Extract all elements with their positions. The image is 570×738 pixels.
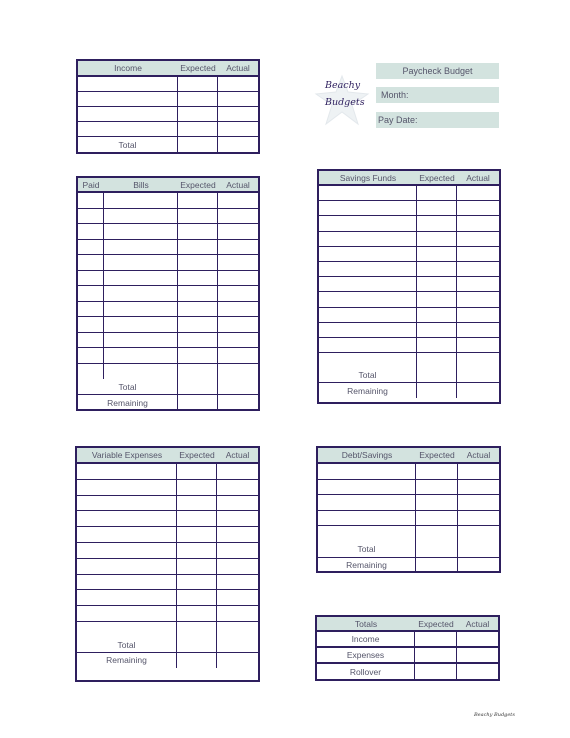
actual-cell[interactable] <box>457 383 499 398</box>
actual-cell[interactable] <box>218 317 258 332</box>
table-row <box>78 286 258 302</box>
table-row <box>319 323 499 338</box>
item-cell[interactable] <box>319 262 417 276</box>
item-cell[interactable] <box>319 323 417 337</box>
variable-total-row <box>77 638 258 653</box>
item-cell[interactable] <box>104 348 178 363</box>
expected-cell[interactable] <box>177 543 217 558</box>
item-cell[interactable] <box>319 247 417 261</box>
debt-remaining-row <box>318 558 499 573</box>
actual-cell[interactable] <box>218 107 258 121</box>
item-cell[interactable] <box>104 364 178 380</box>
table-row <box>78 224 258 240</box>
actual-cell[interactable] <box>457 186 499 200</box>
table-row <box>77 606 258 622</box>
actual-cell[interactable] <box>457 323 499 337</box>
totals-income-row <box>317 632 498 648</box>
expected-cell[interactable] <box>178 122 218 136</box>
actual-cell[interactable] <box>457 664 498 679</box>
actual-cell[interactable] <box>457 368 499 382</box>
month-label: Month: <box>381 90 409 100</box>
actual-cell[interactable] <box>457 632 498 646</box>
actual-cell[interactable] <box>458 542 499 557</box>
table-row <box>319 186 499 201</box>
table-row <box>318 464 499 480</box>
actual-cell[interactable] <box>457 353 499 368</box>
actual-cell[interactable] <box>218 240 258 255</box>
table-row <box>78 107 258 122</box>
item-cell[interactable] <box>78 348 104 363</box>
table-row <box>78 302 258 318</box>
table-row <box>77 527 258 543</box>
expected-cell[interactable] <box>417 338 457 352</box>
expected-cell[interactable] <box>178 137 218 152</box>
item-cell[interactable] <box>77 622 177 638</box>
income-source-cell[interactable] <box>78 92 178 106</box>
bills-header-row <box>78 178 258 193</box>
table-row <box>77 575 258 591</box>
item-cell[interactable] <box>78 317 104 332</box>
item-cell[interactable] <box>77 464 177 479</box>
item-cell[interactable] <box>104 255 178 270</box>
expected-cell[interactable] <box>177 480 217 495</box>
savings-total-label: Total <box>319 368 417 382</box>
savings-actual-header: Actual <box>466 172 490 183</box>
actual-cell[interactable] <box>458 526 499 542</box>
actual-cell[interactable] <box>217 543 258 558</box>
actual-cell[interactable] <box>217 590 258 605</box>
expected-cell[interactable] <box>178 209 218 224</box>
income-source-cell[interactable] <box>78 77 178 91</box>
table-row <box>319 216 499 231</box>
expected-cell[interactable] <box>417 201 457 215</box>
expected-cell[interactable] <box>177 527 217 542</box>
variable-actual-header: Actual <box>225 450 250 460</box>
actual-cell[interactable] <box>217 606 258 621</box>
expected-cell[interactable] <box>417 232 457 246</box>
item-cell[interactable] <box>319 216 417 230</box>
expected-cell[interactable] <box>178 92 218 106</box>
actual-cell[interactable] <box>217 622 258 638</box>
income-total-row <box>78 137 258 152</box>
savings-remaining-row <box>319 383 499 398</box>
expected-cell[interactable] <box>415 664 457 679</box>
actual-cell[interactable] <box>457 216 499 230</box>
variable-total-label: Total <box>77 638 177 652</box>
expected-cell[interactable] <box>417 277 457 291</box>
item-cell[interactable] <box>78 333 104 348</box>
totals-expenses-label: Expenses <box>317 648 415 662</box>
expected-cell[interactable] <box>417 368 457 382</box>
bills-total-label: Total <box>78 379 178 394</box>
income-table <box>76 59 260 154</box>
item-cell[interactable] <box>104 286 178 301</box>
expected-cell[interactable] <box>178 379 218 394</box>
bills-title: Bills <box>133 179 149 190</box>
actual-cell[interactable] <box>218 286 258 301</box>
bills-remaining-row <box>78 395 258 410</box>
actual-cell[interactable] <box>217 527 258 542</box>
income-title: Income <box>114 63 142 73</box>
page-title <box>376 63 499 79</box>
item-cell[interactable] <box>77 511 177 526</box>
item-cell[interactable] <box>318 495 416 510</box>
item-cell[interactable] <box>77 527 177 542</box>
expected-cell[interactable] <box>417 308 457 322</box>
item-cell[interactable] <box>319 232 417 246</box>
actual-cell[interactable] <box>458 558 499 573</box>
actual-cell[interactable] <box>218 379 258 394</box>
expected-cell[interactable] <box>177 511 217 526</box>
table-row <box>319 338 499 353</box>
actual-cell[interactable] <box>457 648 498 662</box>
item-cell[interactable] <box>319 308 417 322</box>
item-cell[interactable] <box>104 193 178 208</box>
table-row <box>78 122 258 137</box>
item-cell[interactable] <box>104 317 178 332</box>
expected-cell[interactable] <box>178 348 218 363</box>
pay-date-label: Pay Date: <box>378 115 418 125</box>
income-source-cell[interactable] <box>78 122 178 136</box>
item-cell[interactable] <box>319 338 417 352</box>
page-title-text: Paycheck Budget <box>402 66 473 76</box>
item-cell[interactable] <box>77 480 177 495</box>
debt-actual-header: Actual <box>466 450 491 460</box>
actual-cell[interactable] <box>217 638 258 652</box>
item-cell[interactable] <box>319 201 417 215</box>
actual-cell[interactable] <box>457 232 499 246</box>
totals-expected-header: Expected <box>418 618 454 629</box>
actual-cell[interactable] <box>217 496 258 511</box>
table-row <box>78 209 258 225</box>
actual-cell[interactable] <box>218 348 258 363</box>
table-row <box>77 559 258 575</box>
income-header-row <box>78 61 258 77</box>
bills-paid-header: Paid <box>82 179 100 190</box>
expected-cell[interactable] <box>417 353 457 368</box>
actual-cell[interactable] <box>458 480 499 495</box>
table-row <box>78 92 258 107</box>
month-field[interactable] <box>376 87 499 103</box>
actual-cell[interactable] <box>218 92 258 106</box>
expected-cell[interactable] <box>417 216 457 230</box>
bills-table <box>76 176 260 411</box>
expected-cell[interactable] <box>178 302 218 317</box>
expected-cell[interactable] <box>178 317 218 332</box>
debt-savings-table <box>316 446 501 573</box>
savings-total-row <box>319 368 499 383</box>
actual-cell[interactable] <box>457 308 499 322</box>
item-cell[interactable] <box>319 277 417 291</box>
bills-total-row <box>78 379 258 395</box>
item-cell[interactable] <box>104 240 178 255</box>
actual-cell[interactable] <box>457 262 499 276</box>
expected-cell[interactable] <box>416 464 458 479</box>
actual-cell[interactable] <box>457 338 499 352</box>
expected-cell[interactable] <box>177 653 217 668</box>
expected-cell[interactable] <box>417 323 457 337</box>
table-row <box>319 232 499 247</box>
brand-line-1: Beachy <box>325 80 361 91</box>
table-row <box>77 622 258 638</box>
table-row <box>78 348 258 364</box>
expected-cell[interactable] <box>178 395 218 410</box>
actual-cell[interactable] <box>218 255 258 270</box>
actual-cell[interactable] <box>218 271 258 286</box>
table-row <box>77 464 258 480</box>
item-cell[interactable] <box>78 209 104 224</box>
item-cell[interactable] <box>78 193 104 208</box>
actual-cell[interactable] <box>457 247 499 261</box>
pay-date-field[interactable] <box>376 112 499 128</box>
expected-cell[interactable] <box>177 496 217 511</box>
table-row <box>77 543 258 559</box>
bills-expected-header: Expected <box>180 179 216 190</box>
actual-cell[interactable] <box>458 495 499 510</box>
debt-total-label: Total <box>318 542 416 557</box>
table-row <box>77 590 258 606</box>
actual-cell[interactable] <box>217 653 258 668</box>
item-cell[interactable] <box>318 464 416 479</box>
actual-cell[interactable] <box>217 559 258 574</box>
expected-cell[interactable] <box>178 77 218 91</box>
item-cell[interactable] <box>319 353 417 368</box>
expected-cell[interactable] <box>416 495 458 510</box>
item-cell[interactable] <box>318 511 416 526</box>
expected-cell[interactable] <box>178 224 218 239</box>
item-cell[interactable] <box>77 559 177 574</box>
table-row <box>78 193 258 209</box>
table-row <box>78 317 258 333</box>
expected-cell[interactable] <box>178 286 218 301</box>
table-row <box>319 247 499 262</box>
item-cell[interactable] <box>318 480 416 495</box>
item-cell[interactable] <box>77 543 177 558</box>
table-row <box>78 364 258 380</box>
actual-cell[interactable] <box>218 302 258 317</box>
totals-title: Totals <box>354 618 378 629</box>
item-cell[interactable] <box>78 364 104 380</box>
actual-cell[interactable] <box>218 209 258 224</box>
expected-cell[interactable] <box>177 638 217 652</box>
table-row <box>318 480 499 496</box>
table-row <box>319 201 499 216</box>
variable-remaining-label: Remaining <box>77 653 177 668</box>
actual-cell[interactable] <box>457 292 499 306</box>
income-source-cell[interactable] <box>78 107 178 121</box>
table-row <box>318 495 499 511</box>
variable-expected-header: Expected <box>179 450 215 460</box>
savings-funds-table <box>317 169 501 404</box>
table-row <box>319 292 499 307</box>
variable-expenses-table <box>75 446 260 682</box>
item-cell[interactable] <box>104 271 178 286</box>
expected-cell[interactable] <box>178 364 218 380</box>
table-row <box>78 255 258 271</box>
income-actual-header: Actual <box>226 63 250 73</box>
bills-remaining-label: Remaining <box>78 395 178 410</box>
expected-cell[interactable] <box>417 186 457 200</box>
table-row <box>77 480 258 496</box>
debt-total-row <box>318 542 499 558</box>
expected-cell[interactable] <box>177 590 217 605</box>
totals-actual-header: Actual <box>465 618 490 629</box>
item-cell[interactable] <box>319 186 417 200</box>
actual-cell[interactable] <box>218 395 258 410</box>
debt-header-row <box>318 448 499 464</box>
actual-cell[interactable] <box>457 201 499 215</box>
totals-rollover-row <box>317 664 498 679</box>
variable-title: Variable Expenses <box>91 450 163 460</box>
expected-cell[interactable] <box>177 559 217 574</box>
expected-cell[interactable] <box>416 558 458 573</box>
expected-cell[interactable] <box>417 247 457 261</box>
expected-cell[interactable] <box>416 480 458 495</box>
savings-remaining-label: Remaining <box>319 383 417 398</box>
savings-title: Savings Funds <box>339 172 397 183</box>
brand-line-2: Budgets <box>325 97 365 108</box>
bills-actual-header: Actual <box>226 179 250 190</box>
expected-cell[interactable] <box>417 383 457 398</box>
item-cell[interactable] <box>319 292 417 306</box>
table-row <box>78 271 258 287</box>
item-cell[interactable] <box>104 224 178 239</box>
totals-income-label: Income <box>317 632 415 646</box>
table-row <box>319 277 499 292</box>
totals-table <box>315 615 500 681</box>
table-row <box>319 353 499 368</box>
item-cell[interactable] <box>78 286 104 301</box>
item-cell[interactable] <box>104 209 178 224</box>
actual-cell[interactable] <box>458 464 499 479</box>
item-cell[interactable] <box>77 606 177 621</box>
expected-cell[interactable] <box>416 511 458 526</box>
totals-rollover-label: Rollover <box>317 664 415 679</box>
income-expected-header: Expected <box>180 63 216 73</box>
expected-cell[interactable] <box>178 333 218 348</box>
table-row <box>318 511 499 527</box>
actual-cell[interactable] <box>458 511 499 526</box>
debt-title: Debt/Savings <box>341 450 393 460</box>
item-cell[interactable] <box>104 302 178 317</box>
table-row <box>78 240 258 256</box>
item-cell[interactable] <box>77 496 177 511</box>
item-cell[interactable] <box>78 302 104 317</box>
item-cell[interactable] <box>78 271 104 286</box>
table-row <box>77 496 258 512</box>
expected-cell[interactable] <box>177 575 217 590</box>
item-cell[interactable] <box>318 526 416 542</box>
actual-cell[interactable] <box>218 77 258 91</box>
item-cell[interactable] <box>78 255 104 270</box>
totals-expenses-row <box>317 648 498 664</box>
expected-cell[interactable] <box>178 107 218 121</box>
expected-cell[interactable] <box>177 464 217 479</box>
debt-remaining-label: Remaining <box>318 558 416 573</box>
expected-cell[interactable] <box>417 292 457 306</box>
actual-cell[interactable] <box>218 137 258 152</box>
actual-cell[interactable] <box>218 122 258 136</box>
item-cell[interactable] <box>77 575 177 590</box>
table-row <box>78 77 258 92</box>
table-row <box>319 308 499 323</box>
item-cell[interactable] <box>77 590 177 605</box>
variable-remaining-row <box>77 653 258 668</box>
table-row <box>318 526 499 542</box>
actual-cell[interactable] <box>218 333 258 348</box>
actual-cell[interactable] <box>217 575 258 590</box>
item-cell[interactable] <box>78 240 104 255</box>
actual-cell[interactable] <box>218 364 258 380</box>
table-row <box>78 333 258 349</box>
item-cell[interactable] <box>104 333 178 348</box>
expected-cell[interactable] <box>416 542 458 557</box>
variable-header-row <box>77 448 258 464</box>
totals-header-row <box>317 617 498 632</box>
expected-cell[interactable] <box>177 606 217 621</box>
actual-cell[interactable] <box>217 464 258 479</box>
actual-cell[interactable] <box>218 224 258 239</box>
expected-cell[interactable] <box>178 240 218 255</box>
income-total-label: Total <box>78 137 178 152</box>
expected-cell[interactable] <box>415 648 457 662</box>
expected-cell[interactable] <box>178 193 218 208</box>
expected-cell[interactable] <box>178 255 218 270</box>
debt-expected-header: Expected <box>419 450 455 460</box>
actual-cell[interactable] <box>218 193 258 208</box>
expected-cell[interactable] <box>416 526 458 542</box>
actual-cell[interactable] <box>457 277 499 291</box>
actual-cell[interactable] <box>217 480 258 495</box>
expected-cell[interactable] <box>417 262 457 276</box>
item-cell[interactable] <box>78 224 104 239</box>
savings-header-row <box>319 171 499 186</box>
savings-expected-header: Expected <box>419 172 455 183</box>
table-row <box>319 262 499 277</box>
expected-cell[interactable] <box>178 271 218 286</box>
table-row <box>77 511 258 527</box>
expected-cell[interactable] <box>415 632 457 646</box>
actual-cell[interactable] <box>217 511 258 526</box>
expected-cell[interactable] <box>177 622 217 638</box>
footer-brand-mark: Beachy Budgets <box>474 712 515 718</box>
